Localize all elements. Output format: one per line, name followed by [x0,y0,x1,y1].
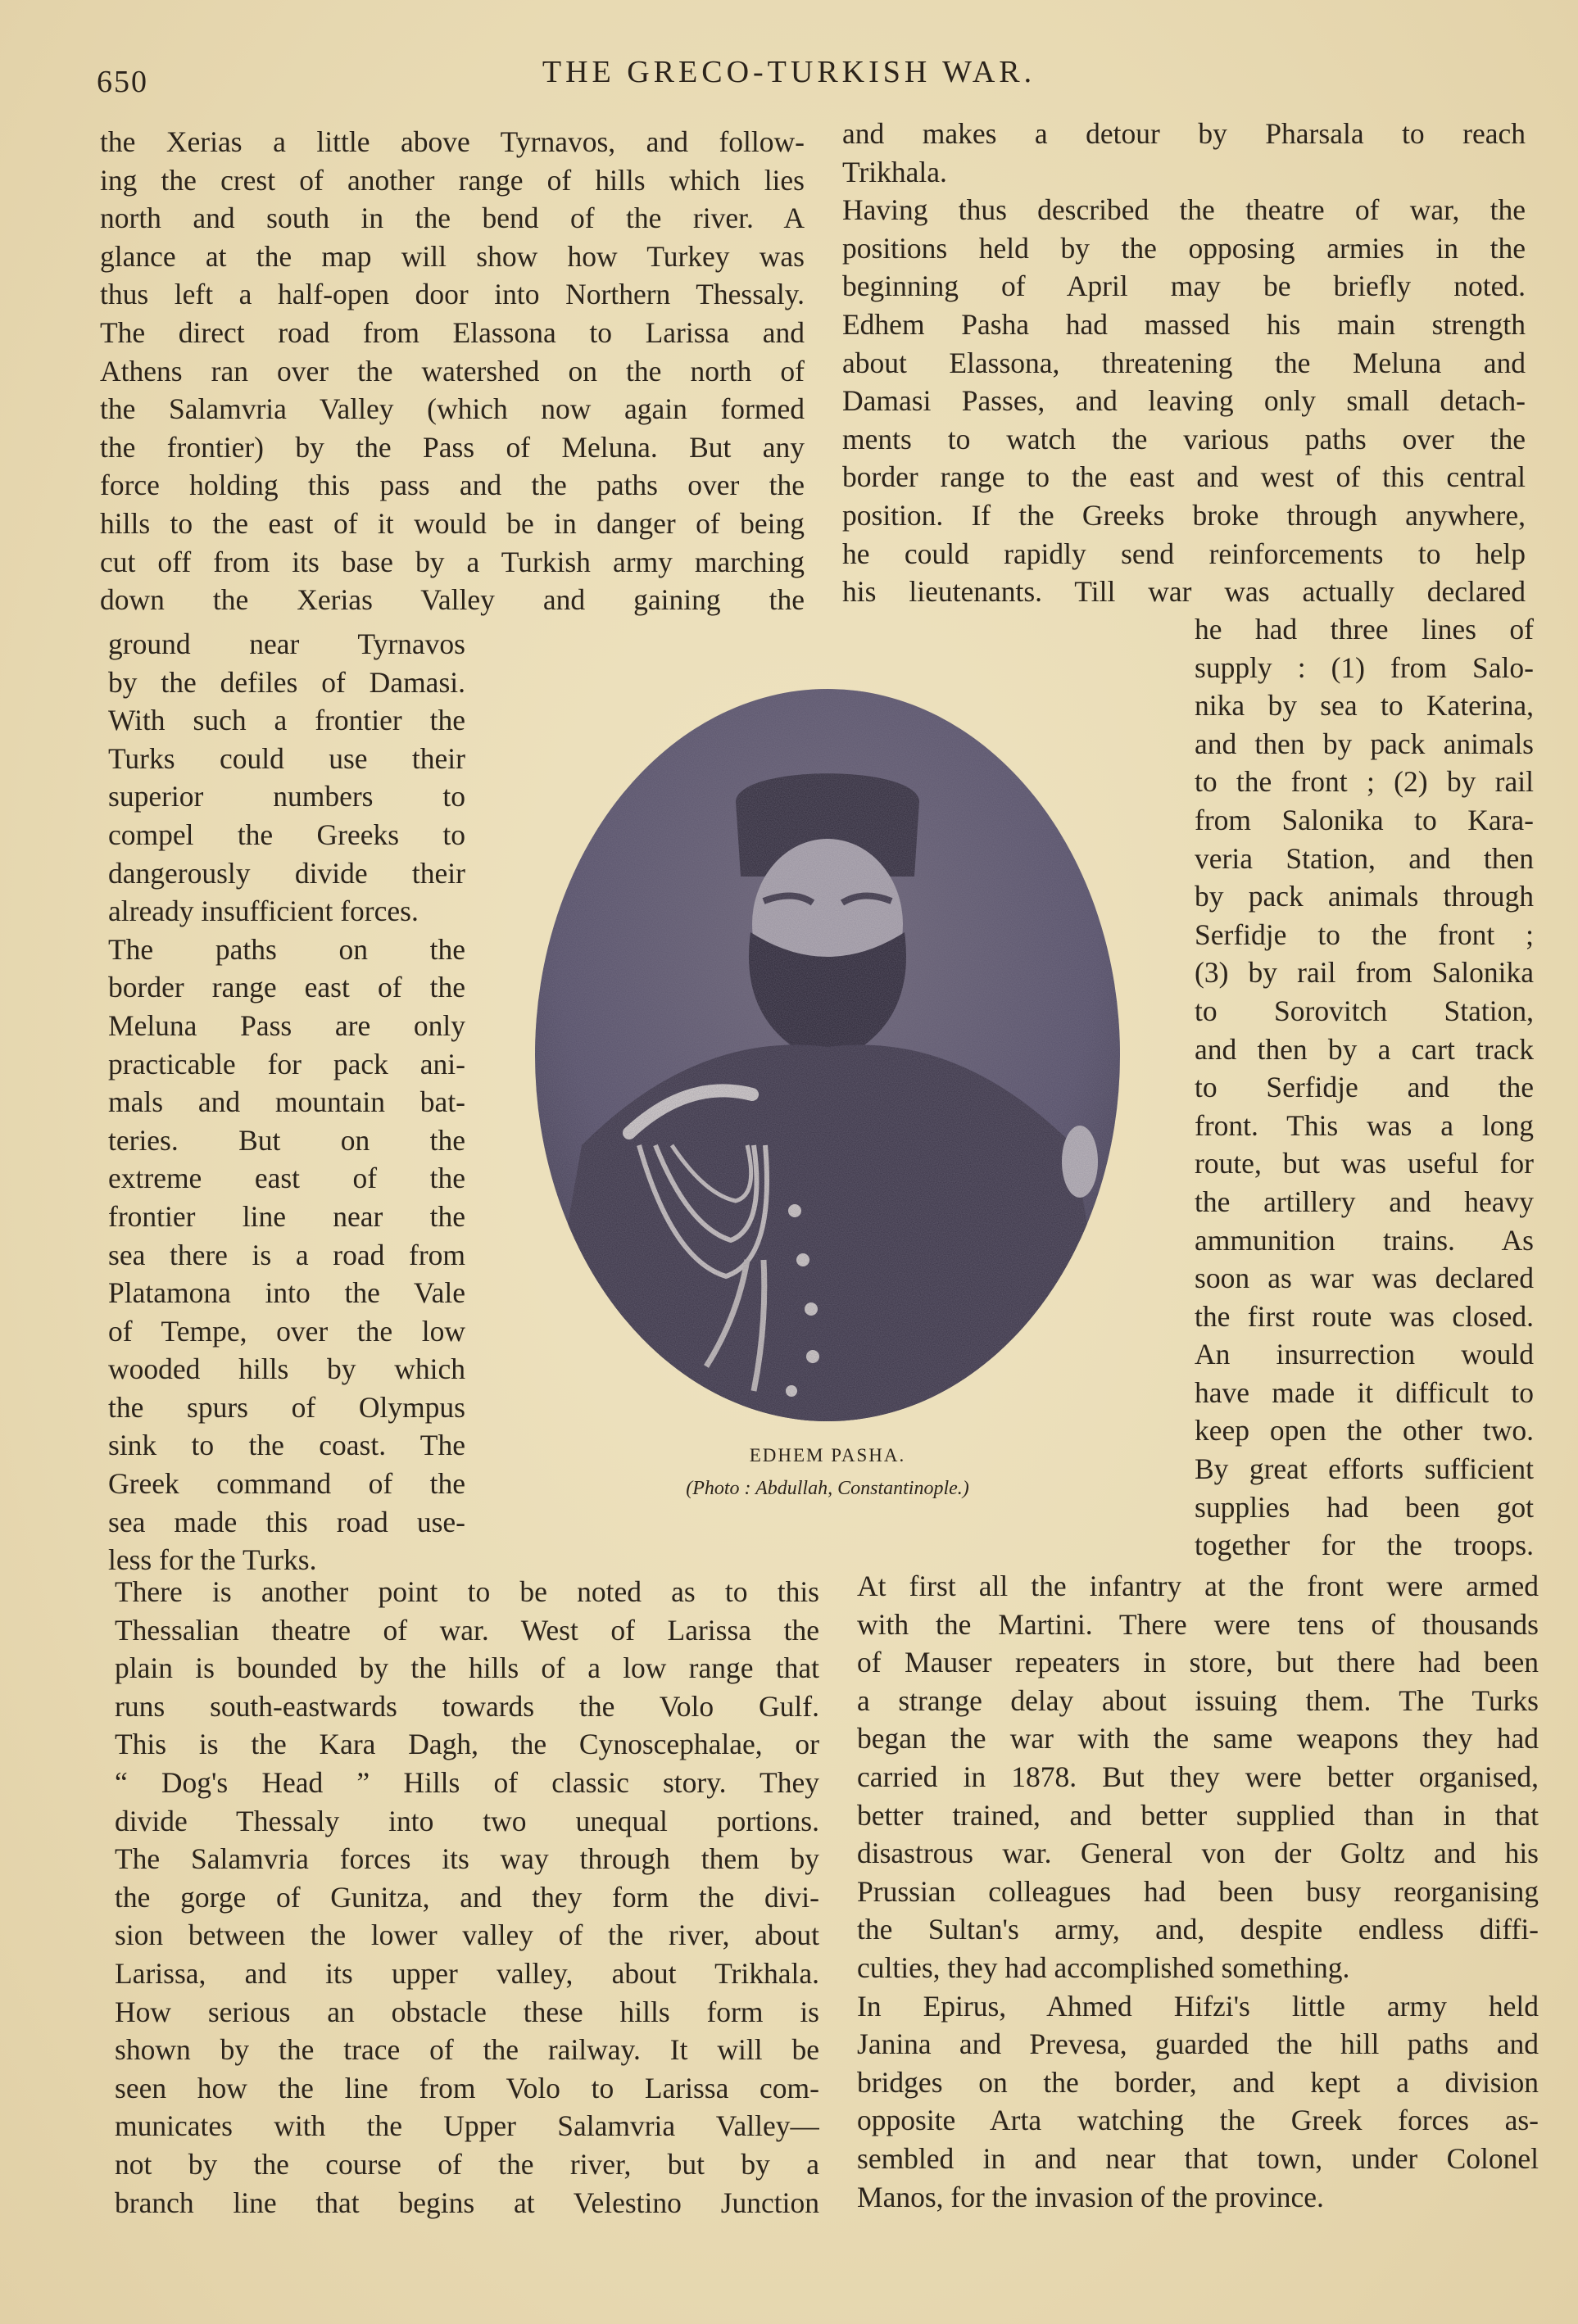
text-line: disastrous war. General von der Goltz and his [857,1837,1539,1870]
text-line: wooded hills by which [108,1352,465,1386]
text-line: a strange delay about issuing them. The Turks [857,1683,1539,1717]
page-number: 650 [97,65,148,99]
text-line: ammunition trains. As [1195,1223,1534,1257]
text-line: together for the troops. [1195,1529,1534,1562]
text-line: keep open the other two. [1195,1414,1534,1447]
text-line: from Salonika to Kara- [1195,803,1534,836]
column-1-text-beside-photo [108,625,465,1579]
text-line: Athens ran over the watershed on the north of [100,354,805,387]
text-line: border range to the east and west of this central [842,460,1526,494]
text-line: the artillery and heavy [1195,1185,1534,1218]
text-line: and makes a detour by Pharsala to reach [842,117,1526,150]
text-line: cut off from its base by a Turkish army marching [100,545,805,578]
column-2-bottom-text [857,1567,1539,2216]
text-line: he could rapidly send reinforcements to help [842,537,1526,570]
text-line: With such a frontier the [108,704,465,737]
text-line: sink to the coast. The [108,1429,465,1462]
text-line: opposite Arta watching the Greek forces as- [857,2104,1539,2137]
text-line: to the front ; (2) by rail [1195,765,1534,799]
text-line: already insufficient forces. [108,895,419,928]
text-line: There is another point to be noted as to this [115,1575,819,1608]
text-line: with the Martini. There were tens of thousands [857,1607,1539,1641]
figure-caption-credit: (Photo : Abdullah, Constantinople.) [686,1478,969,1499]
text-line: municates with the Upper Salamvria Valley— [115,2109,819,2143]
text-line: An insurrection would [1195,1338,1534,1371]
text-line: the first route was closed. [1195,1299,1534,1333]
text-line: teries. But on the [108,1123,465,1157]
text-line: thus left a half-open door into Northern Thessaly. [100,278,805,311]
text-line: began the war with the same weapons they had [857,1722,1539,1755]
text-line: frontier line near the [108,1199,465,1233]
text-line: not by the course of the river, but by a [115,2147,819,2181]
column-2-top-text [842,115,1526,611]
text-line: The direct road from Elassona to Larissa and [100,315,805,349]
text-line: Trikhala. [842,155,947,188]
text-line: the Sultan's army, and, despite endless diffi- [857,1913,1539,1946]
text-line: culties, they had accomplished something. [857,1950,1350,1984]
text-line: to Sorovitch Station, [1195,994,1534,1027]
text-line: Thessalian theatre of war. West of Larissa the [115,1613,819,1647]
text-line: plain is bounded by the hills of a low range that [115,1651,819,1685]
text-line: position. If the Greeks broke through anywhere, [842,498,1526,532]
text-line: north and south in the bend of the river. A [100,202,805,235]
text-line: In Epirus, Ahmed Hifzi's little army held [857,1989,1539,2023]
text-line: Janina and Prevesa, guarded the hill paths and [857,2027,1539,2061]
text-line: supply : (1) from Salo- [1195,650,1534,684]
text-line: the Xerias a little above Tyrnavos, and follow- [100,125,805,158]
text-line: Greek command of the [108,1467,465,1501]
text-line: beginning of April may be briefly noted. [842,270,1526,303]
text-line: veria Station, and then [1195,841,1534,875]
text-line: “ Dog's Head ” Hills of classic story. They [115,1765,819,1799]
text-line: the gorge of Gunitza, and they form the divi- [115,1880,819,1914]
text-line: sembled in and near that town, under Colonel [857,2141,1539,2175]
text-line: positions held by the opposing armies in the [842,231,1526,265]
column-1-top-text [100,123,805,619]
text-line: The paths on the [108,932,465,966]
text-line: Edhem Pasha had massed his main strength [842,307,1526,341]
text-line: divide Thessaly into two unequal portions. [115,1804,819,1837]
text-line: ments to watch the various paths over the [842,422,1526,455]
text-line: down the Xerias Valley and gaining the [100,583,805,617]
text-line: (3) by rail from Salonika [1195,956,1534,990]
text-line: sea made this road use- [108,1505,465,1538]
text-line: Platamona into the Vale [108,1276,465,1310]
text-line: hills to the east of it would be in danger of being [100,506,805,540]
text-line: the spurs of Olympus [108,1390,465,1424]
text-line: compel the Greeks to [108,818,465,851]
text-line: By great efforts sufficient [1195,1452,1534,1486]
text-line: of Tempe, over the low [108,1314,465,1348]
text-line: glance at the map will show how Turkey was [100,239,805,273]
text-line: force holding this pass and the paths over the [100,469,805,502]
text-line: supplies had been got [1195,1490,1534,1524]
running-head: THE GRECO-TURKISH WAR. [542,55,1036,89]
column-2-text-beside-photo [1195,610,1534,1565]
text-line: he had three lines of [1195,613,1534,646]
text-line: Prussian colleagues had been busy reorganising [857,1874,1539,1908]
text-line: bridges on the border, and kept a division [857,2065,1539,2099]
text-line: sea there is a road from [108,1238,465,1271]
text-line: border range east of the [108,971,465,1004]
text-line: At first all the infantry at the front were armed [857,1570,1539,1602]
text-line: Turks could use their [108,741,465,775]
text-line: Having thus described the theatre of war, the [842,193,1526,227]
figure-caption-title: EDHEM PASHA. [749,1445,906,1466]
text-line: runs south-eastwards towards the Volo Gulf. [115,1689,819,1723]
text-line: less for the Turks. [108,1543,317,1577]
text-line: route, but was useful for [1195,1147,1534,1180]
text-line: superior numbers to [108,780,465,813]
text-line: shown by the trace of the railway. It will be [115,2033,819,2067]
text-line: nika by sea to Katerina, [1195,689,1534,723]
text-line: Serfidje to the front ; [1195,917,1534,951]
text-line: soon as war was declared [1195,1262,1534,1295]
text-line: seen how the line from Volo to Larissa com- [115,2071,819,2104]
text-line: mals and mountain bat- [108,1085,465,1119]
edhem-pasha-portrait-icon [533,686,1122,1424]
text-line: Meluna Pass are only [108,1008,465,1042]
text-line: front. This was a long [1195,1108,1534,1142]
text-line: carried in 1878. But they were better organised, [857,1760,1539,1793]
text-line: about Elassona, threatening the Meluna and [842,346,1526,379]
text-line: Manos, for the invasion of the province. [857,2180,1324,2213]
text-line: practicable for pack ani- [108,1047,465,1080]
text-line: and then by a cart track [1195,1032,1534,1066]
text-line: dangerously divide their [108,856,465,890]
text-line: ground near Tyrnavos [108,627,465,660]
text-line: have made it difficult to [1195,1375,1534,1409]
column-1-bottom-text [115,1573,819,2222]
text-line: his lieutenants. Till war was actually declared [842,575,1526,609]
text-line: of Mauser repeaters in store, but there had been [857,1646,1539,1679]
text-line: sion between the lower valley of the river, about [115,1919,819,1952]
text-line: ing the crest of another range of hills which lies [100,163,805,197]
text-line: to Serfidje and the [1195,1071,1534,1104]
text-line: the frontier) by the Pass of Meluna. But any [100,430,805,464]
text-line: and then by pack animals [1195,727,1534,760]
text-line: by the defiles of Damasi. [108,665,465,699]
text-line: by pack animals through [1195,880,1534,913]
text-line: Larissa, and its upper valley, about Trikhala. [115,1956,819,1990]
text-line: better trained, and better supplied than in that [857,1798,1539,1832]
text-line: The Salamvria forces its way through them by [115,1842,819,1876]
text-line: How serious an obstacle these hills form is [115,1995,819,2028]
text-line: extreme east of the [108,1162,465,1195]
text-line: Damasi Passes, and leaving only small detach- [842,384,1526,418]
text-line: branch line that begins at Velestino Junction [115,2186,819,2219]
text-line: the Salamvria Valley (which now again formed [100,392,805,426]
text-line: This is the Kara Dagh, the Cynoscephalae, or [115,1728,819,1761]
